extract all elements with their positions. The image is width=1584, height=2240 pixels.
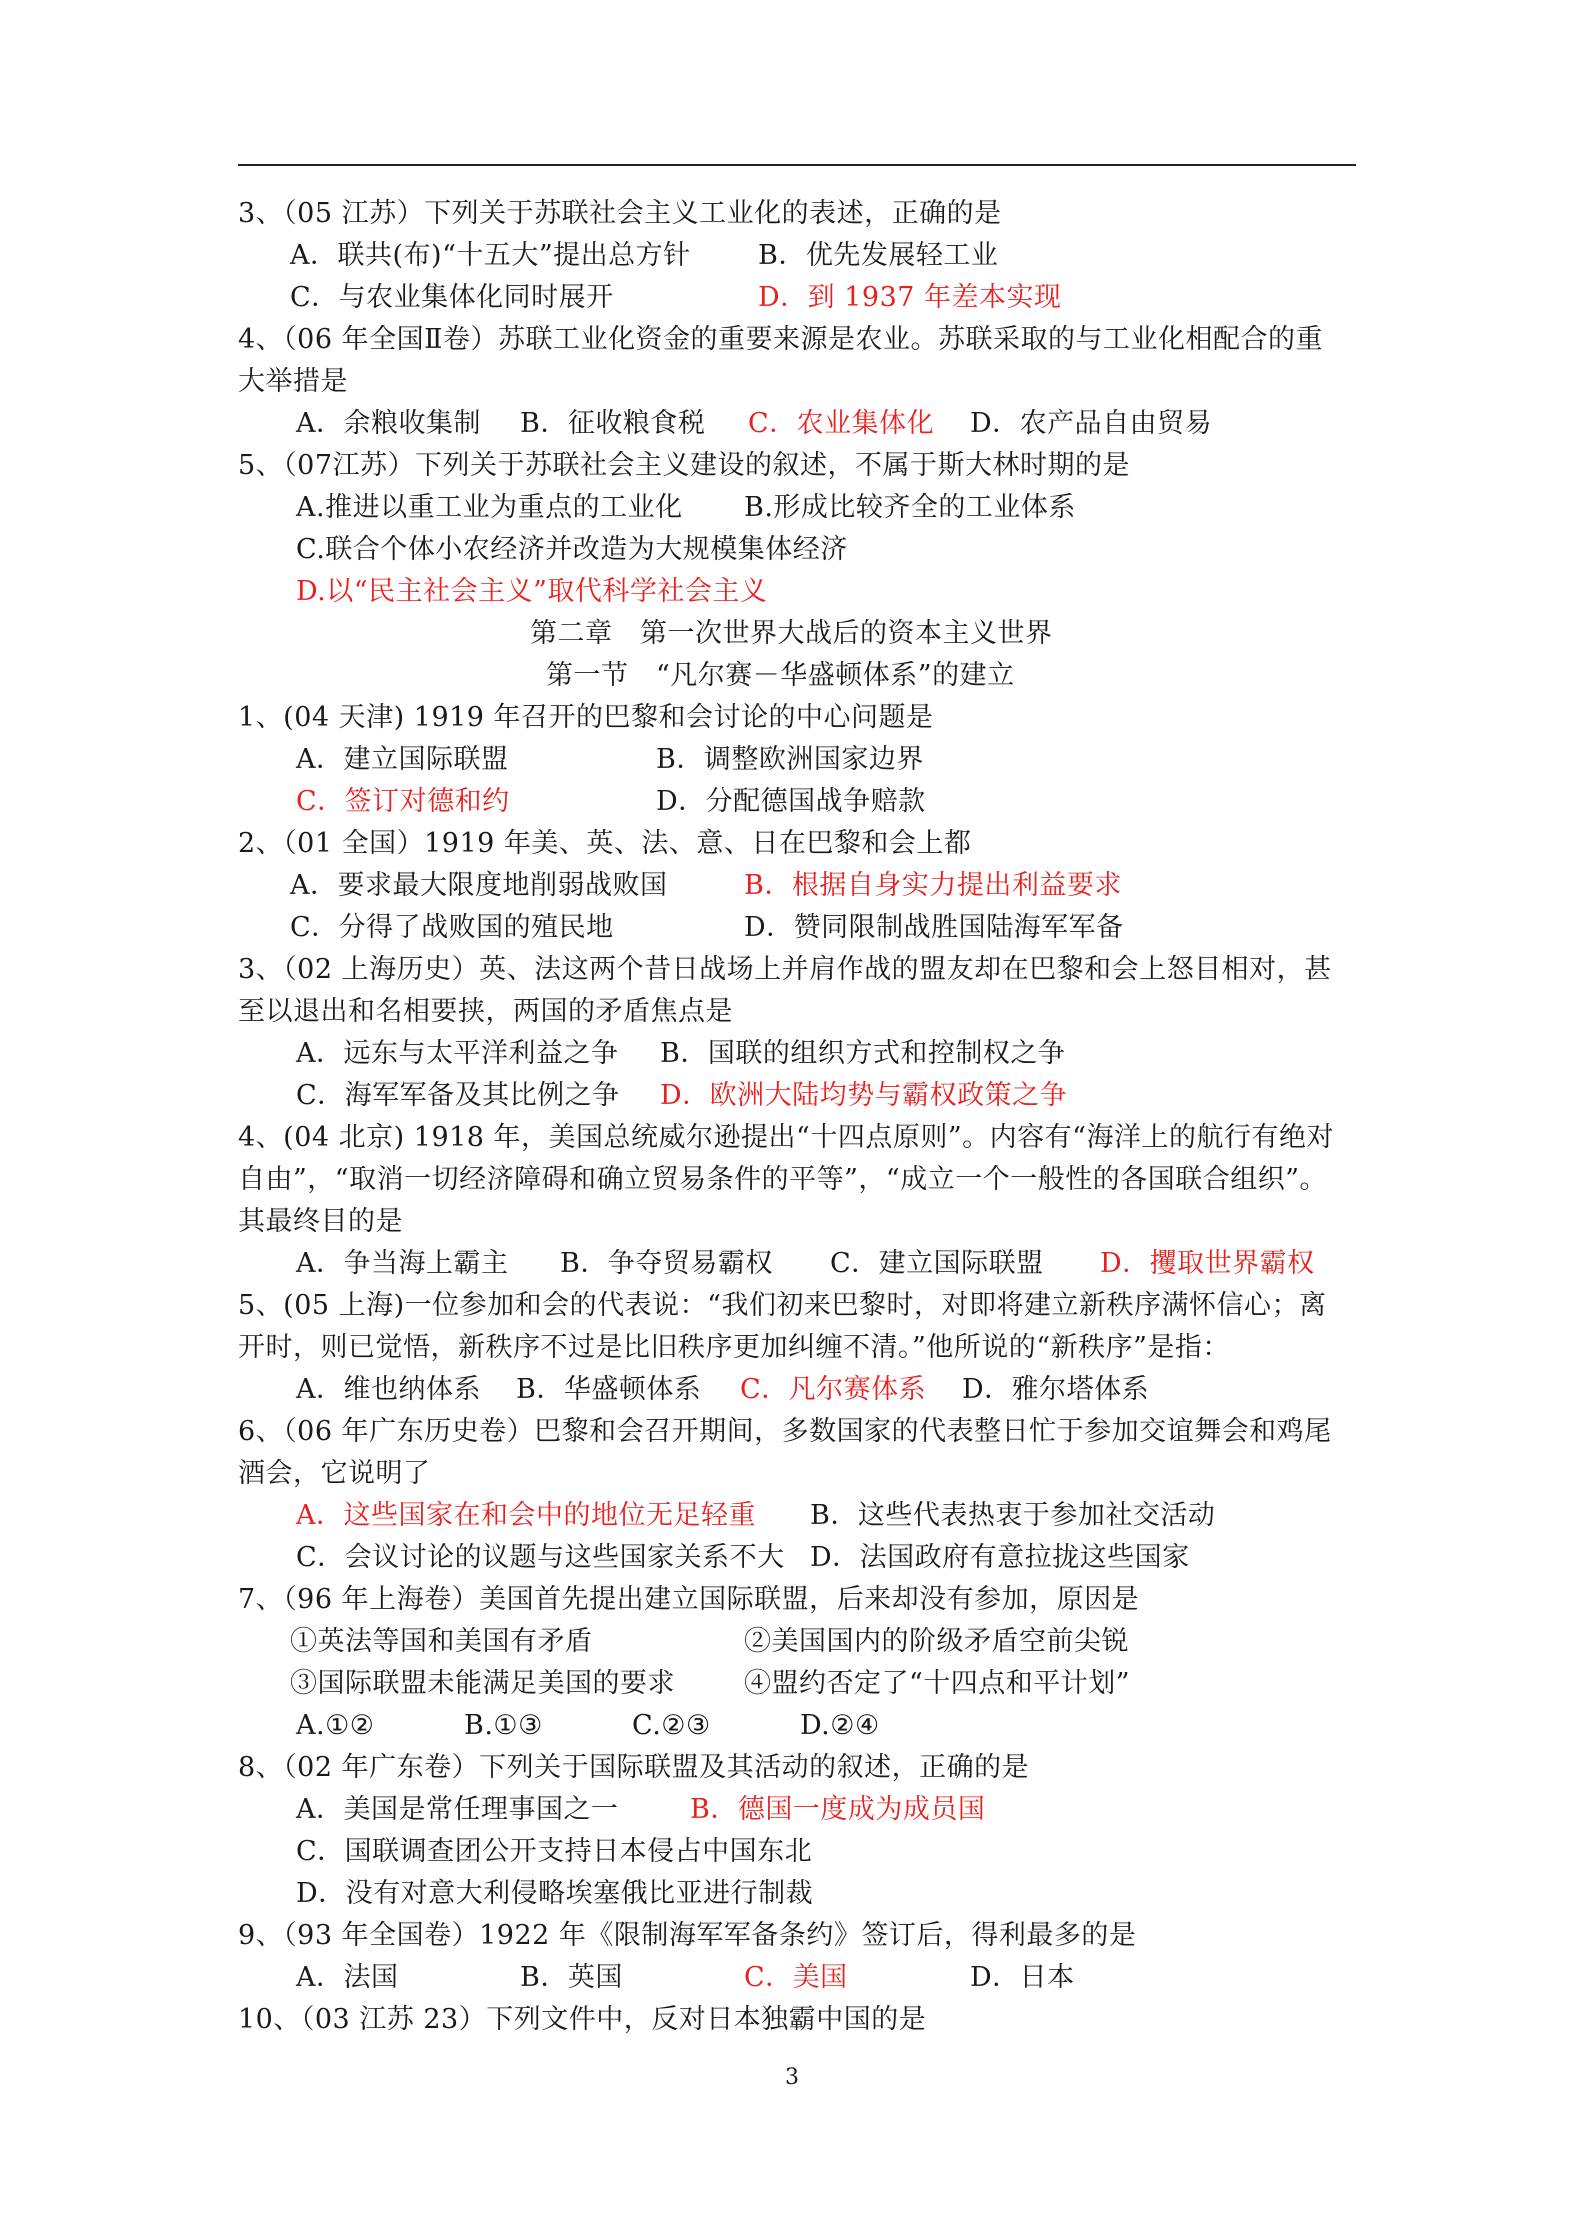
question-stem-cont: 至以退出和名相要挟，两国的矛盾焦点是 <box>238 996 733 1027</box>
statement-1: ①英法等国和美国有矛盾 <box>290 1626 593 1657</box>
option-d: D．农产品自由贸易 <box>970 408 1213 439</box>
option-b: B．优先发展轻工业 <box>758 240 999 271</box>
option-d: D．雅尔塔体系 <box>962 1374 1150 1405</box>
option-a: A．维也纳体系 <box>296 1374 481 1405</box>
page-number: 3 <box>785 2065 799 2090</box>
statement-3: ③国际联盟未能满足美国的要求 <box>290 1668 675 1699</box>
option-d-answer: D．欧洲大陆均势与霸权政策之争 <box>660 1080 1068 1111</box>
question-stem: 9、（93 年全国卷）1922 年《限制海军军备条约》签订后，得利最多的是 <box>238 1920 1137 1951</box>
option-a: A．美国是常任理事国之一 <box>296 1794 619 1825</box>
header-rule <box>238 164 1356 166</box>
question-stem: 3、（05 江苏）下列关于苏联社会主义工业化的表述，正确的是 <box>238 198 1002 229</box>
option-d: D．没有对意大利侵略埃塞俄比亚进行制裁 <box>296 1878 814 1909</box>
option-a: A．要求最大限度地削弱战败国 <box>290 870 668 901</box>
option-d: D．日本 <box>970 1962 1075 1993</box>
question-stem-cont: 大举措是 <box>238 366 348 397</box>
option-a: A．远东与太平洋利益之争 <box>296 1038 619 1069</box>
question-stem-cont: 自由”，“取消一切经济障碍和确立贸易条件的平等”，“成立一个一般性的各国联合组织”。 <box>238 1164 1328 1195</box>
option-b: B．争夺贸易霸权 <box>560 1248 773 1279</box>
question-stem: 7、（96 年上海卷）美国首先提出建立国际联盟，后来却没有参加，原因是 <box>238 1584 1140 1615</box>
option-a: A．争当海上霸主 <box>296 1248 509 1279</box>
option-d: D．分配德国战争赔款 <box>656 786 926 817</box>
option-c: C．会议讨论的议题与这些国家关系不大 <box>296 1542 785 1573</box>
option-c: C.联合个体小农经济并改造为大规模集体经济 <box>296 534 848 565</box>
option-b-answer: B．根据自身实力提出利益要求 <box>744 870 1122 901</box>
option-c: C．分得了战败国的殖民地 <box>290 912 614 943</box>
question-stem: 4、（06 年全国Ⅱ卷）苏联工业化资金的重要来源是农业。苏联采取的与工业化相配合的重 <box>238 324 1323 355</box>
question-stem: 5、(05 上海)一位参加和会的代表说：“我们初来巴黎时，对即将建立新秩序满怀信心；离 <box>238 1290 1327 1321</box>
option-c-answer: C．农业集体化 <box>748 408 935 439</box>
chapter-title: 第二章 第一次世界大战后的资本主义世界 <box>530 618 1053 649</box>
question-stem: 4、(04 北京) 1918 年，美国总统威尔逊提出“十四点原则”。内容有“海洋上的航行有绝对 <box>238 1122 1334 1153</box>
option-c-answer: C．凡尔赛体系 <box>740 1374 927 1405</box>
option-c-answer: C．美国 <box>744 1962 848 1993</box>
section-title: 第一节 “凡尔赛－华盛顿体系”的建立 <box>546 660 1015 691</box>
question-stem: 3、（02 上海历史）英、法这两个昔日战场上并肩作战的盟友却在巴黎和会上怒目相对，甚 <box>238 954 1332 985</box>
option-c: C．建立国际联盟 <box>830 1248 1044 1279</box>
option-b: B．英国 <box>520 1962 623 1993</box>
option-d: D．法国政府有意拉拢这些国家 <box>810 1542 1190 1573</box>
option-b: B．征收粮食税 <box>520 408 706 439</box>
option-a: A．余粮收集制 <box>296 408 481 439</box>
option-b: B.形成比较齐全的工业体系 <box>744 492 1076 523</box>
option-d: D.②④ <box>800 1710 880 1741</box>
option-b: B．国联的组织方式和控制权之争 <box>660 1038 1066 1069</box>
option-b: B.①③ <box>464 1710 543 1741</box>
option-a: A．联共(布)“十五大”提出总方针 <box>290 240 691 271</box>
option-b: B．华盛顿体系 <box>516 1374 702 1405</box>
option-b: B．这些代表热衷于参加社交活动 <box>810 1500 1216 1531</box>
option-a-answer: A．这些国家在和会中的地位无足轻重 <box>296 1500 756 1531</box>
option-c-answer: C．签订对德和约 <box>296 786 510 817</box>
option-b: B．调整欧洲国家边界 <box>656 744 924 775</box>
option-a: A．建立国际联盟 <box>296 744 509 775</box>
option-d-answer: D．到 1937 年差本实现 <box>758 282 1062 313</box>
question-stem: 1、(04 天津) 1919 年召开的巴黎和会讨论的中心问题是 <box>238 702 934 733</box>
option-a: A．法国 <box>296 1962 399 1993</box>
option-d-answer: D．攫取世界霸权 <box>1100 1248 1315 1279</box>
option-c: C．国联调查团公开支持日本侵占中国东北 <box>296 1836 813 1867</box>
option-a: A.推进以重工业为重点的工业化 <box>296 492 683 523</box>
question-stem-cont: 其最终目的是 <box>238 1206 403 1237</box>
question-stem: 8、（02 年广东卷）下列关于国际联盟及其活动的叙述，正确的是 <box>238 1752 1030 1783</box>
question-stem: 5、（07江苏）下列关于苏联社会主义建设的叙述，不属于斯大林时期的是 <box>238 450 1131 481</box>
option-b-answer: B．德国一度成为成员国 <box>690 1794 986 1825</box>
question-stem-cont: 开时，则已觉悟，新秩序不过是比旧秩序更加纠缠不清。”他所说的“新秩序”是指： <box>238 1332 1230 1363</box>
option-c: C．与农业集体化同时展开 <box>290 282 614 313</box>
question-stem-cont: 酒会，它说明了 <box>238 1458 431 1489</box>
option-a: A.①② <box>296 1710 375 1741</box>
option-d: D．赞同限制战胜国陆海军军备 <box>744 912 1124 943</box>
statement-4: ④盟约否定了“十四点和平计划” <box>744 1668 1131 1699</box>
option-c: C.②③ <box>632 1710 711 1741</box>
question-stem: 2、（01 全国）1919 年美、英、法、意、日在巴黎和会上都 <box>238 828 972 859</box>
statement-2: ②美国国内的阶级矛盾空前尖锐 <box>744 1626 1129 1657</box>
option-c: C．海军军备及其比例之争 <box>296 1080 620 1111</box>
option-d-answer: D.以“民主社会主义”取代科学社会主义 <box>296 576 768 607</box>
question-stem: 10、（03 江苏 23）下列文件中，反对日本独霸中国的是 <box>238 2004 927 2035</box>
question-stem: 6、（06 年广东历史卷）巴黎和会召开期间，多数国家的代表整日忙于参加交谊舞会和鸡尾 <box>238 1416 1332 1447</box>
